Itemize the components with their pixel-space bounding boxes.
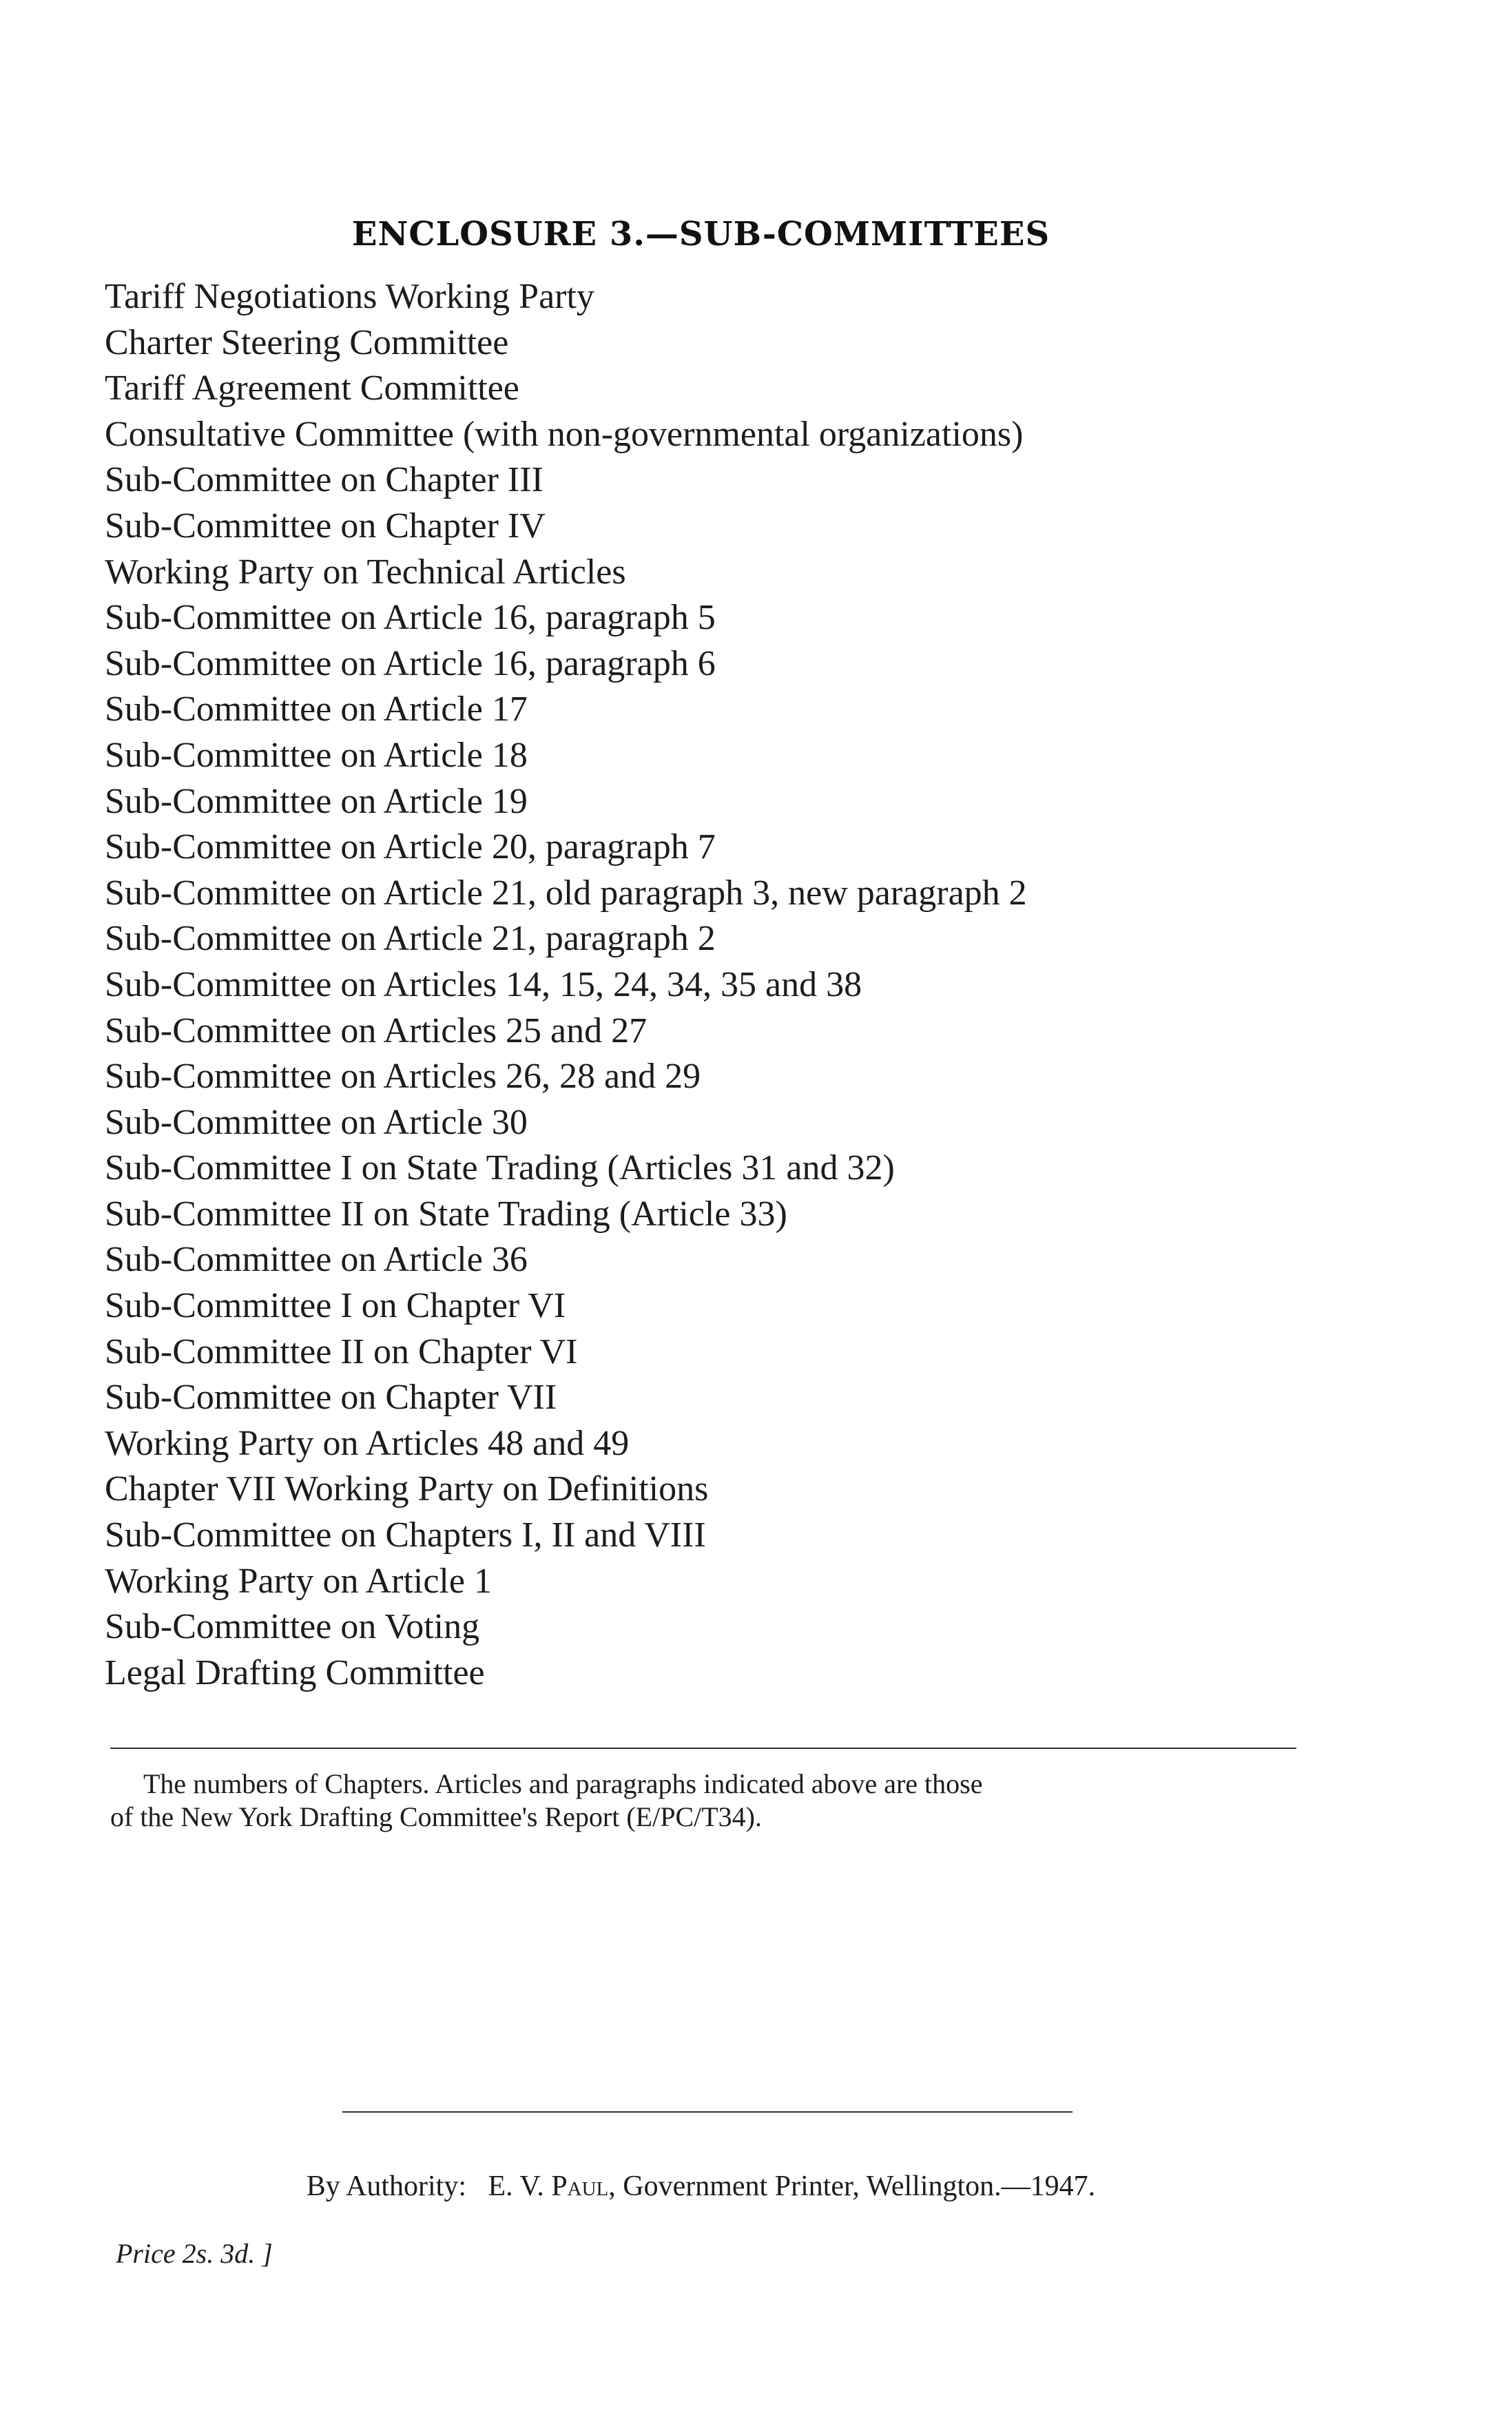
price-label: Price 2s. 3d. ]	[116, 2238, 273, 2269]
list-item: Sub-Committee II on State Trading (Article 33)	[105, 1194, 787, 1234]
list-item: Sub-Committee on Article 16, paragraph 5	[105, 598, 716, 638]
footnote-divider	[110, 1748, 1296, 1749]
list-item: Tariff Agreement Committee	[105, 369, 519, 408]
enclosure-heading: ENCLOSURE 3.—SUB-COMMITTEES	[351, 215, 1050, 253]
list-item: Legal Drafting Committee	[105, 1652, 485, 1692]
list-item: Sub-Committee on Article 30	[105, 1102, 528, 1142]
list-item: Sub-Committee I on State Trading (Articles 31 and 32)	[105, 1148, 895, 1188]
list-item: Sub-Committee II on Chapter VI	[105, 1332, 578, 1371]
list-item: Tariff Negotiations Working Party	[105, 277, 594, 316]
list-item: Sub-Committee on Article 20, paragraph 7	[105, 827, 716, 867]
list-item: Sub-Committee on Article 19	[105, 781, 528, 821]
printer-details: Government Printer, Wellington.—1947.	[623, 2170, 1096, 2202]
footnote	[110, 1768, 1309, 1834]
footnote-line-2: of the New York Drafting Committee's Report (E/PC/T34).	[110, 1801, 762, 1832]
list-item: Sub-Committee on Article 18	[105, 735, 528, 775]
list-item: Sub-Committee on Article 21, old paragraph 3, new paragraph 2	[105, 873, 1027, 913]
imprint-prefix: By Authority:	[306, 2170, 466, 2202]
list-item: Chapter VII Working Party on Definitions	[105, 1469, 709, 1509]
list-item: Working Party on Article 1	[105, 1561, 492, 1601]
printer-name: E. V. Paul,	[488, 2170, 616, 2202]
list-item: Sub-Committee on Article 17	[105, 690, 528, 729]
list-item: Sub-Committee on Article 21, paragraph 2	[105, 919, 716, 959]
committee-list	[105, 274, 1027, 1696]
list-item: Sub-Committee on Chapter IV	[105, 506, 546, 546]
imprint-divider	[342, 2111, 1073, 2113]
list-item: Charter Steering Committee	[105, 322, 509, 362]
list-item: Consultative Committee (with non-governmental organizations)	[105, 414, 1024, 454]
list-item: Sub-Committee I on Chapter VI	[105, 1286, 566, 1326]
footnote-line-1: The numbers of Chapters. Articles and paragraphs indicated above are those	[143, 1768, 983, 1799]
list-item: Working Party on Technical Articles	[105, 552, 626, 592]
printer-imprint	[0, 2170, 1402, 2203]
list-item: Sub-Committee on Article 36	[105, 1240, 528, 1280]
list-item: Sub-Committee on Articles 26, 28 and 29	[105, 1057, 701, 1097]
list-item: Sub-Committee on Chapter VII	[105, 1378, 557, 1418]
list-item: Sub-Committee on Chapters I, II and VIII	[105, 1515, 706, 1555]
list-item: Sub-Committee on Article 16, paragraph 6	[105, 643, 716, 683]
list-item: Working Party on Articles 48 and 49	[105, 1423, 630, 1463]
list-item: Sub-Committee on Articles 25 and 27	[105, 1011, 648, 1050]
list-item: Sub-Committee on Chapter III	[105, 460, 543, 500]
list-item: Sub-Committee on Voting	[105, 1607, 480, 1647]
list-item: Sub-Committee on Articles 14, 15, 24, 34, 35 and 38	[105, 964, 862, 1004]
